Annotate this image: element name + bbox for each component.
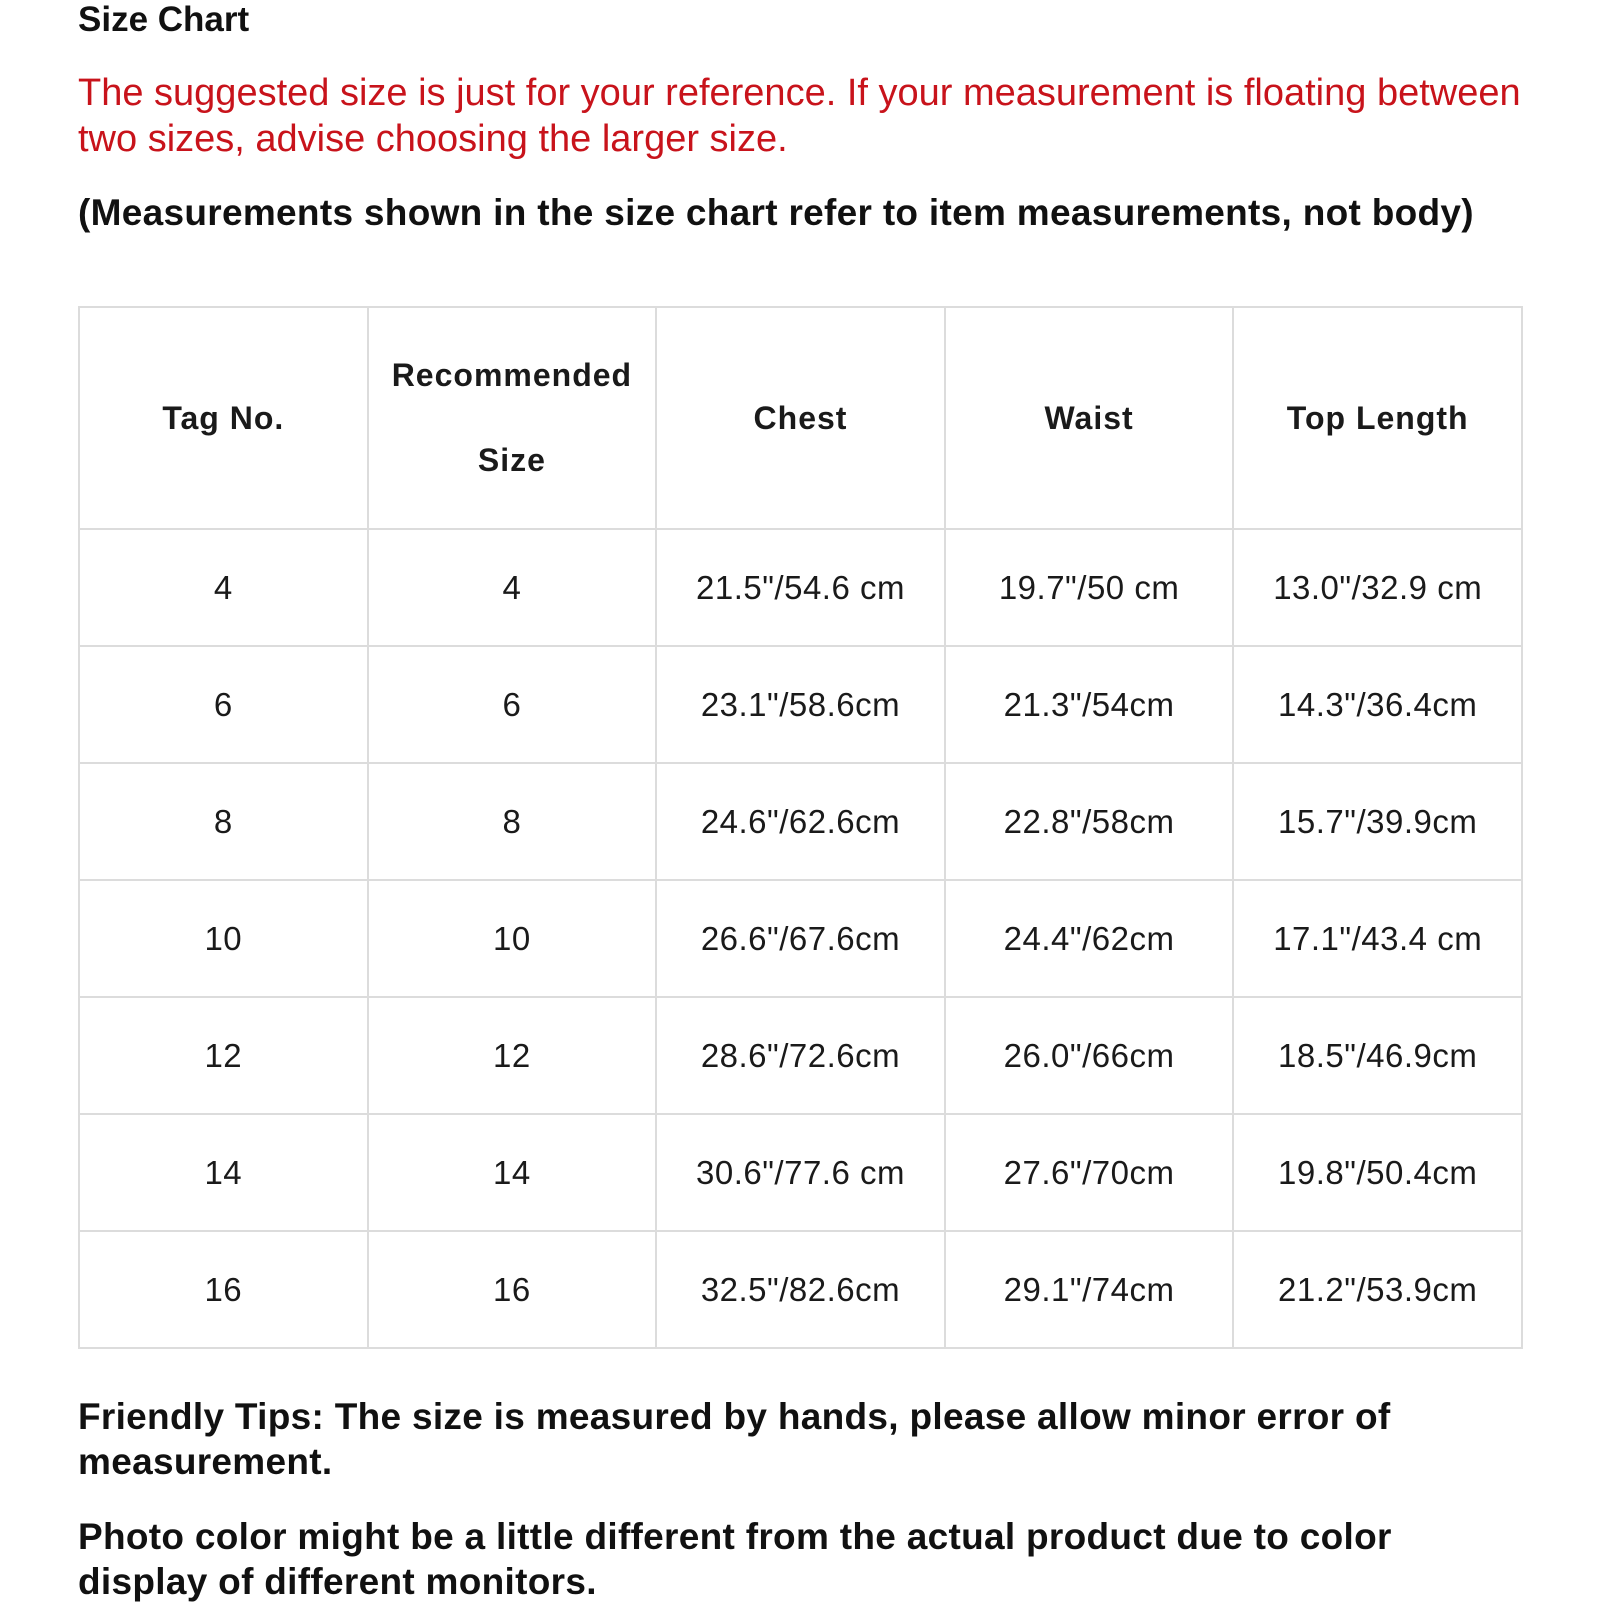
top-length-cell: 18.5"/46.9cm bbox=[1233, 997, 1522, 1114]
chest-cell: 26.6"/67.6cm bbox=[656, 880, 945, 997]
recommended-size-cell: 12 bbox=[368, 997, 657, 1114]
chest-cell: 28.6"/72.6cm bbox=[656, 997, 945, 1114]
header-recommended-line1: Recommended bbox=[391, 357, 633, 393]
top-length-cell: 13.0"/32.9 cm bbox=[1233, 529, 1522, 646]
header-recommended-line2: Size bbox=[477, 442, 546, 478]
tag-no-cell: 10 bbox=[79, 880, 368, 997]
top-length-cell: 14.3"/36.4cm bbox=[1233, 646, 1522, 763]
header-tag-no: Tag No. bbox=[79, 307, 368, 529]
friendly-tips: Friendly Tips: The size is measured by hands, please allow minor error of measurement. bbox=[78, 1396, 1391, 1482]
measurement-note: (Measurements shown in the size chart refer to item measurements, not body) bbox=[78, 192, 1474, 233]
header-chest: Chest bbox=[656, 307, 945, 529]
recommended-size-cell: 14 bbox=[368, 1114, 657, 1231]
table-row bbox=[79, 1114, 1522, 1231]
table-row bbox=[79, 880, 1522, 997]
size-chart-page bbox=[78, 0, 1523, 1602]
size-table bbox=[78, 306, 1523, 1349]
recommended-size-cell: 10 bbox=[368, 880, 657, 997]
tag-no-cell: 16 bbox=[79, 1231, 368, 1348]
recommended-size-cell: 16 bbox=[368, 1231, 657, 1348]
top-length-cell: 19.8"/50.4cm bbox=[1233, 1114, 1522, 1231]
reference-note: The suggested size is just for your reference. If your measurement is floating between two sizes, advise choosing the larger size. bbox=[78, 72, 1521, 160]
recommended-size-cell: 6 bbox=[368, 646, 657, 763]
table-row bbox=[79, 529, 1522, 646]
table-row bbox=[79, 997, 1522, 1114]
recommended-size-cell: 8 bbox=[368, 763, 657, 880]
header-waist: Waist bbox=[945, 307, 1234, 529]
header-top-length: Top Length bbox=[1233, 307, 1522, 529]
waist-cell: 22.8"/58cm bbox=[945, 763, 1234, 880]
chest-cell: 30.6"/77.6 cm bbox=[656, 1114, 945, 1231]
chest-cell: 32.5"/82.6cm bbox=[656, 1231, 945, 1348]
page-title: Size Chart bbox=[78, 0, 250, 39]
tag-no-cell: 14 bbox=[79, 1114, 368, 1231]
waist-cell: 27.6"/70cm bbox=[945, 1114, 1234, 1231]
top-length-cell: 15.7"/39.9cm bbox=[1233, 763, 1522, 880]
tag-no-cell: 12 bbox=[79, 997, 368, 1114]
tag-no-cell: 8 bbox=[79, 763, 368, 880]
table-body bbox=[79, 529, 1522, 1348]
tag-no-cell: 4 bbox=[79, 529, 368, 646]
chest-cell: 23.1"/58.6cm bbox=[656, 646, 945, 763]
chest-cell: 21.5"/54.6 cm bbox=[656, 529, 945, 646]
table-row bbox=[79, 1231, 1522, 1348]
chest-cell: 24.6"/62.6cm bbox=[656, 763, 945, 880]
waist-cell: 21.3"/54cm bbox=[945, 646, 1234, 763]
table-row bbox=[79, 646, 1522, 763]
top-length-cell: 21.2"/53.9cm bbox=[1233, 1231, 1522, 1348]
waist-cell: 24.4"/62cm bbox=[945, 880, 1234, 997]
table-row bbox=[79, 763, 1522, 880]
waist-cell: 29.1"/74cm bbox=[945, 1231, 1234, 1348]
top-length-cell: 17.1"/43.4 cm bbox=[1233, 880, 1522, 997]
waist-cell: 19.7"/50 cm bbox=[945, 529, 1234, 646]
table-header-row bbox=[79, 307, 1522, 529]
photo-color-note: Photo color might be a little different from the actual product due to color display of different monitors. bbox=[78, 1516, 1392, 1602]
waist-cell: 26.0"/66cm bbox=[945, 997, 1234, 1114]
header-recommended-size bbox=[368, 307, 657, 529]
tag-no-cell: 6 bbox=[79, 646, 368, 763]
recommended-size-cell: 4 bbox=[368, 529, 657, 646]
